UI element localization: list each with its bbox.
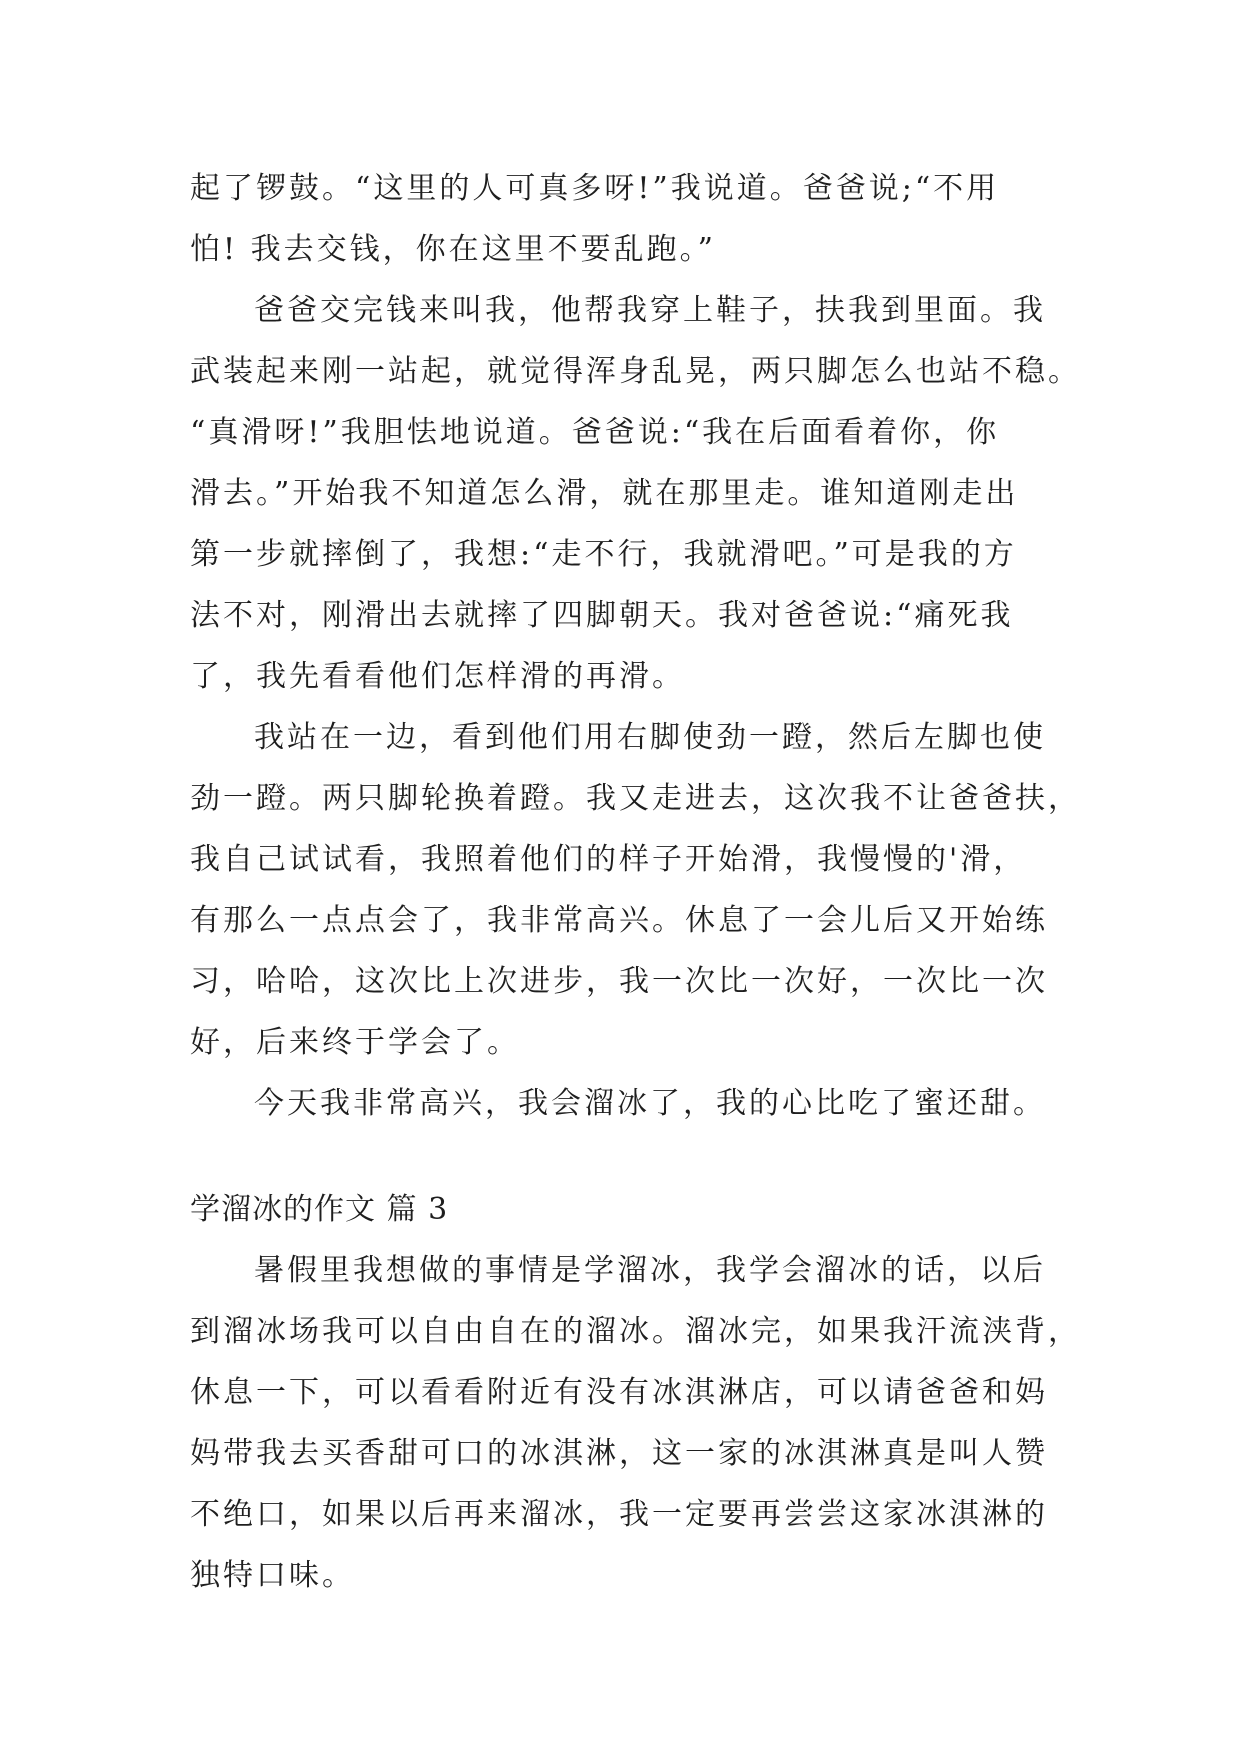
text-line: 我自己试试看，我照着他们的样子开始滑，我慢慢的'滑， (190, 842, 1027, 877)
text-line: 武装起来刚一站起，就觉得浑身乱晃，两只脚怎么也站不稳。 (190, 354, 1081, 389)
text-line: 劲一蹬。两只脚轮换着蹬。我又走进去，这次我不让爸爸扶， (190, 781, 1081, 816)
text-line: 怕! 我去交钱，你在这里不要乱跑。” (190, 232, 716, 267)
text-line: 不绝口，如果以后再来溜冰，我一定要再尝尝这家冰淇淋的 (190, 1497, 1048, 1532)
paragraph (190, 280, 1081, 707)
text-line: 爸爸交完钱来叫我，他帮我穿上鞋子，扶我到里面。我 (254, 293, 1046, 328)
section-heading: 学溜冰的作文 篇 3 (190, 1192, 449, 1227)
text-line: 妈带我去买香甜可口的冰淇淋，这一家的冰淇淋真是叫人赞 (190, 1436, 1048, 1471)
text-line: 到溜冰场我可以自由自在的溜冰。溜冰完，如果我汗流浃背， (190, 1314, 1081, 1349)
text-line: 起了锣鼓。“这里的人可真多呀!”我说道。爸爸说;“不用 (190, 171, 1000, 206)
paragraph (190, 1240, 1081, 1606)
text-line: 我站在一边，看到他们用右脚使劲一蹬，然后左脚也使 (254, 720, 1046, 755)
document-body (190, 158, 1081, 1606)
text-line: 第一步就摔倒了，我想:“走不行，我就滑吧。”可是我的方 (190, 537, 1017, 572)
text-line: 今天我非常高兴，我会溜冰了，我的心比吃了蜜还甜。 (254, 1086, 1046, 1121)
text-line: 好，后来终于学会了。 (190, 1025, 520, 1060)
text-line: 习，哈哈，这次比上次进步，我一次比一次好，一次比一次 (190, 964, 1048, 999)
text-line: 法不对，刚滑出去就摔了四脚朝天。我对爸爸说:“痛死我 (190, 598, 1014, 633)
text-line: 滑去。”开始我不知道怎么滑，就在那里走。谁知道刚走出 (190, 476, 1019, 511)
text-line: “真滑呀!”我胆怯地说道。爸爸说:“我在后面看着你，你 (190, 415, 1000, 450)
essay-section-3 (190, 1240, 1081, 1606)
essay-continuation (190, 158, 1081, 1134)
paragraph (190, 1073, 1070, 1134)
text-line: 独特口味。 (190, 1558, 355, 1593)
paragraph (190, 707, 1081, 1073)
text-line: 了，我先看看他们怎样滑的再滑。 (190, 659, 685, 694)
text-line: 暑假里我想做的事情是学溜冰，我学会溜冰的话，以后 (254, 1253, 1046, 1288)
text-line: 休息一下，可以看看附近有没有冰淇淋店，可以请爸爸和妈 (190, 1375, 1048, 1410)
paragraph (190, 158, 1070, 280)
text-line: 有那么一点点会了，我非常高兴。休息了一会儿后又开始练 (190, 903, 1048, 938)
